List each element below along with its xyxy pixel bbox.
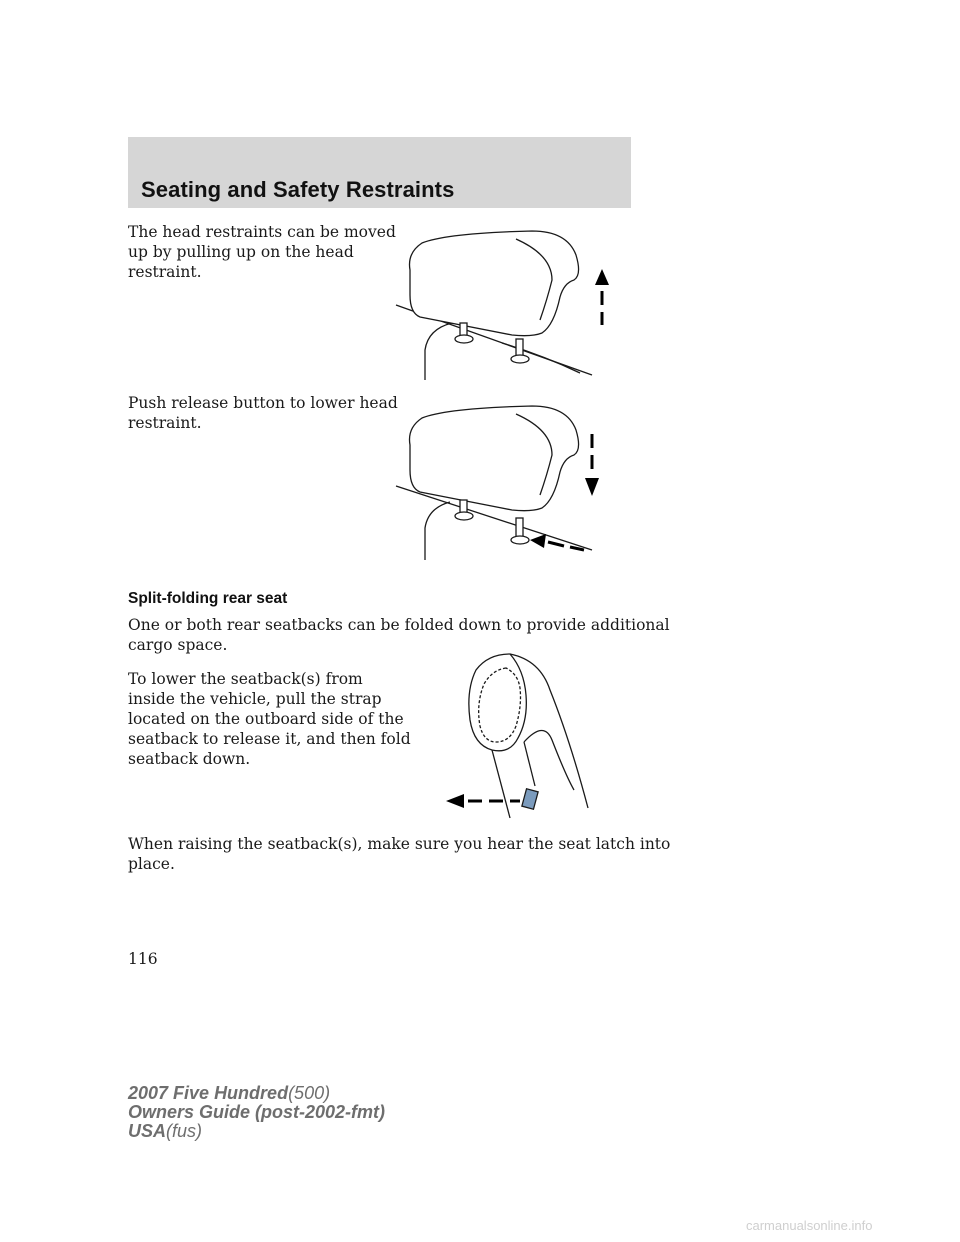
paragraph-raise-head-restraint: The head restraints can be moved up by pulling up on the head restraint. — [128, 223, 396, 281]
footer-market: USA — [128, 1121, 167, 1141]
arrow-pull-strap-icon — [446, 794, 520, 808]
paragraph-raise-seatback: When raising the seatback(s), make sure you hear the seat latch into place. — [128, 835, 671, 873]
paragraph-lower-seatback: To lower the seatback(s) from inside the vehicle, pull the strap located on the outboard side of the seatback to release it, and then fold seatback down. — [128, 670, 411, 768]
head-restraint-up-illustration — [392, 225, 622, 385]
arrow-up-icon — [595, 269, 609, 325]
section-title: Seating and Safety Restraints — [141, 177, 455, 202]
footer-guide-type: Owners Guide (post-2002-fmt) — [128, 1102, 386, 1122]
paragraph-lower-head-restraint: Push release button to lower head restraint. — [128, 394, 398, 432]
page-number: 116 — [128, 950, 158, 968]
footer-model: 2007 Five Hundred — [128, 1083, 289, 1103]
footer-model-code: (500) — [288, 1083, 331, 1103]
paragraph-split-folding-intro: One or both rear seatbacks can be folded down to provide additional cargo space. — [128, 616, 670, 654]
watermark-text: carmanualsonline.info — [746, 1218, 873, 1233]
arrow-down-icon — [585, 434, 599, 496]
seatback-fold-illustration — [440, 650, 600, 820]
document-footer — [128, 1084, 385, 1141]
arrow-push-button-icon — [530, 534, 584, 550]
footer-market-code: (fus) — [166, 1121, 203, 1141]
head-restraint-down-illustration — [392, 400, 607, 562]
subheading-split-folding-rear-seat: Split-folding rear seat — [128, 590, 288, 607]
